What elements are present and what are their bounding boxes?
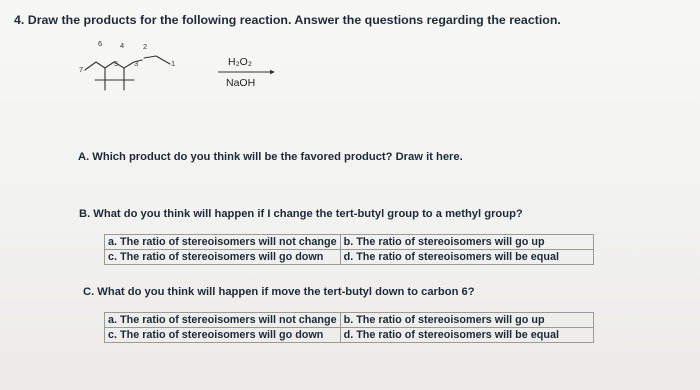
reagent-peroxide: H₂O₂ <box>228 56 252 68</box>
part-c-choices <box>104 312 594 343</box>
skeletal-formula <box>78 36 198 94</box>
carbon-number-1: 1 <box>171 59 176 68</box>
choice-row <box>105 250 594 265</box>
part-c-choice-c[interactable]: c. The ratio of stereoisomers will go down <box>105 328 341 343</box>
carbon-number-2: 2 <box>143 42 148 51</box>
choice-row <box>105 313 594 328</box>
part-b-choice-b[interactable]: b. The ratio of stereoisomers will go up <box>340 235 593 250</box>
choice-row <box>105 328 594 343</box>
part-c-choice-a[interactable]: a. The ratio of stereoisomers will not change <box>105 313 341 328</box>
part-b-choice-c[interactable]: c. The ratio of stereoisomers will go down <box>105 250 341 265</box>
part-c-question: C. What do you think will happen if move the tert-butyl down to carbon 6? <box>83 286 475 298</box>
question-title: 4. Draw the products for the following reaction. Answer the questions regarding the reaction. <box>14 13 561 27</box>
reagent-base: NaOH <box>226 77 256 89</box>
reactant-structure <box>78 36 198 94</box>
part-c-choice-d[interactable]: d. The ratio of stereoisomers will be equal <box>340 328 593 343</box>
carbon-number-3: 3 <box>134 59 139 68</box>
carbon-numbers <box>79 39 175 74</box>
part-a-question: A. Which product do you think will be the favored product? Draw it here. <box>78 151 463 163</box>
carbon-number-7: 7 <box>79 65 84 74</box>
reaction-arrow-icon <box>216 69 276 75</box>
reaction-conditions <box>216 56 278 96</box>
carbon-number-4: 4 <box>120 41 125 50</box>
carbon-number-5: 5 <box>114 59 119 68</box>
part-b-question: B. What do you think will happen if I change the tert-butyl group to a methyl group? <box>79 208 523 220</box>
part-c-choice-b[interactable]: b. The ratio of stereoisomers will go up <box>340 313 593 328</box>
choice-row <box>105 235 594 250</box>
part-b-choice-d[interactable]: d. The ratio of stereoisomers will be equal <box>340 250 593 265</box>
part-b-choices <box>104 234 594 265</box>
carbon-number-6: 6 <box>98 39 103 48</box>
part-b-choice-a[interactable]: a. The ratio of stereoisomers will not change <box>105 235 341 250</box>
